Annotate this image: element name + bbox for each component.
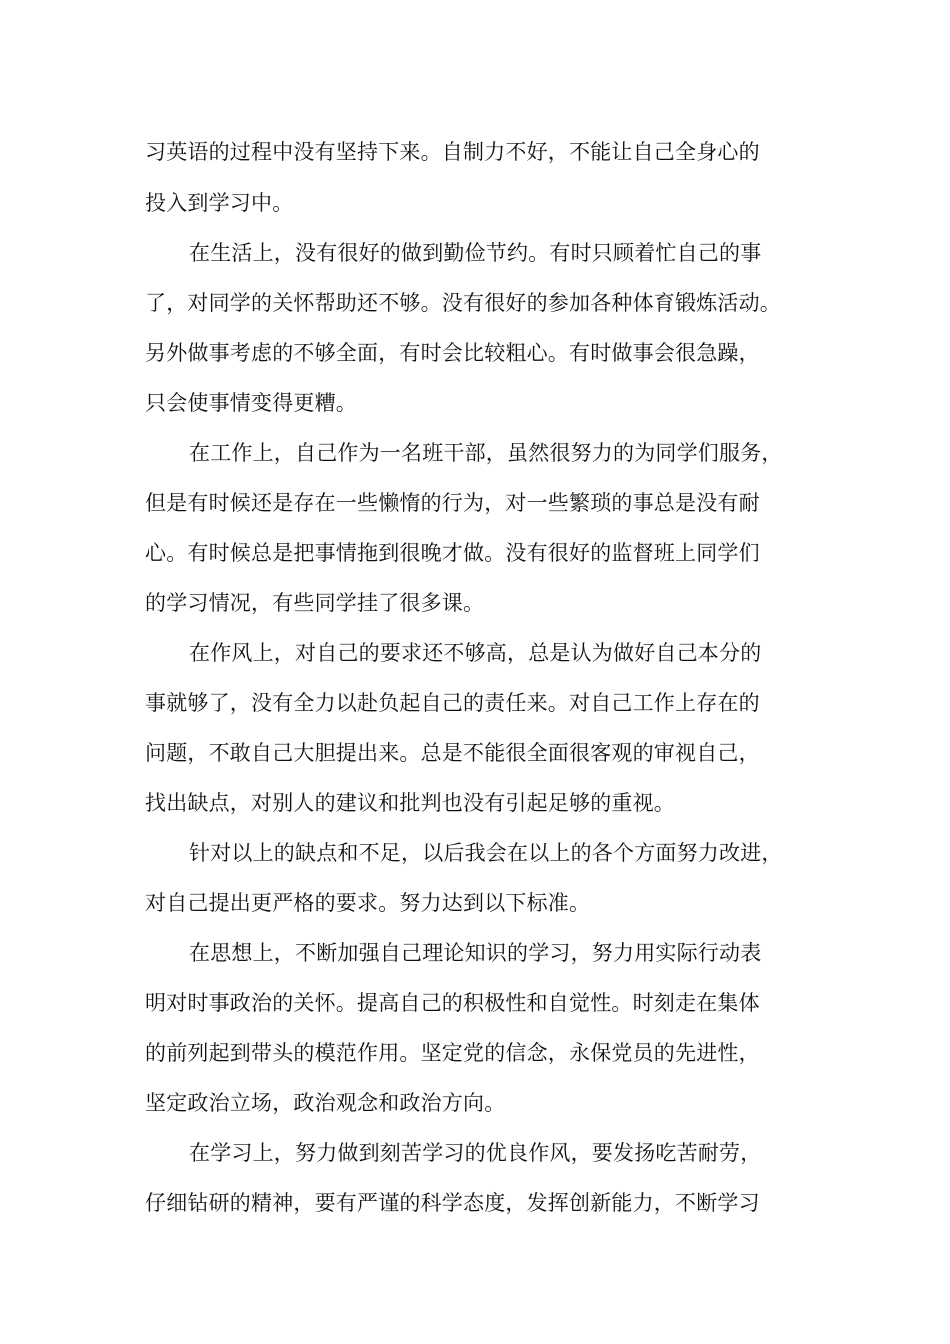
paragraph-start-line: 在作风上，对自己的要求还不够高，总是认为做好自己本分的: [189, 641, 762, 665]
text-line: 但是有时候还是存在一些懒惰的行为，对一些繁琐的事总是没有耐: [145, 491, 760, 515]
paragraph-start-line: 针对以上的缺点和不足，以后我会在以上的各个方面努力改进，: [189, 841, 783, 865]
text-line: 坚定政治立场，政治观念和政治方向。: [145, 1091, 506, 1115]
text-line: 的学习情况，有些同学挂了很多课。: [145, 591, 485, 615]
text-line: 的前列起到带头的模范作用。坚定党的信念，永保党员的先进性，: [145, 1041, 760, 1065]
paragraph-start-line: 在生活上，没有很好的做到勤俭节约。有时只顾着忙自己的事: [189, 241, 762, 265]
paragraph-start-line: 在学习上，努力做到刻苦学习的优良作风，要发扬吃苦耐劳，: [189, 1141, 762, 1165]
text-line: 另外做事考虑的不够全面，有时会比较粗心。有时做事会很急躁，: [145, 341, 760, 365]
paragraph-start-line: 在思想上，不断加强自己理论知识的学习，努力用实际行动表: [189, 941, 762, 965]
text-line: 明对时事政治的关怀。提高自己的积极性和自觉性。时刻走在集体: [145, 991, 760, 1015]
text-line: 习英语的过程中没有坚持下来。自制力不好，不能让自己全身心的: [145, 140, 760, 164]
text-line: 了，对同学的关怀帮助还不够。没有很好的参加各种体育锻炼活动。: [145, 291, 781, 315]
text-line: 心。有时候总是把事情拖到很晚才做。没有很好的监督班上同学们: [145, 541, 760, 565]
text-line: 只会使事情变得更糟。: [145, 391, 357, 415]
text-line: 仔细钻研的精神，要有严谨的科学态度，发挥创新能力，不断学习: [145, 1191, 760, 1215]
paragraph-start-line: 在工作上，自己作为一名班干部，虽然很努力的为同学们服务，: [189, 441, 783, 465]
text-line: 问题，不敢自己大胆提出来。总是不能很全面很客观的审视自己，: [145, 741, 760, 765]
text-line: 投入到学习中。: [145, 191, 294, 215]
text-line: 事就够了，没有全力以赴负起自己的责任来。对自己工作上存在的: [145, 691, 760, 715]
text-line: 找出缺点，对别人的建议和批判也没有引起足够的重视。: [145, 791, 675, 815]
text-line: 对自己提出更严格的要求。努力达到以下标准。: [145, 891, 591, 915]
